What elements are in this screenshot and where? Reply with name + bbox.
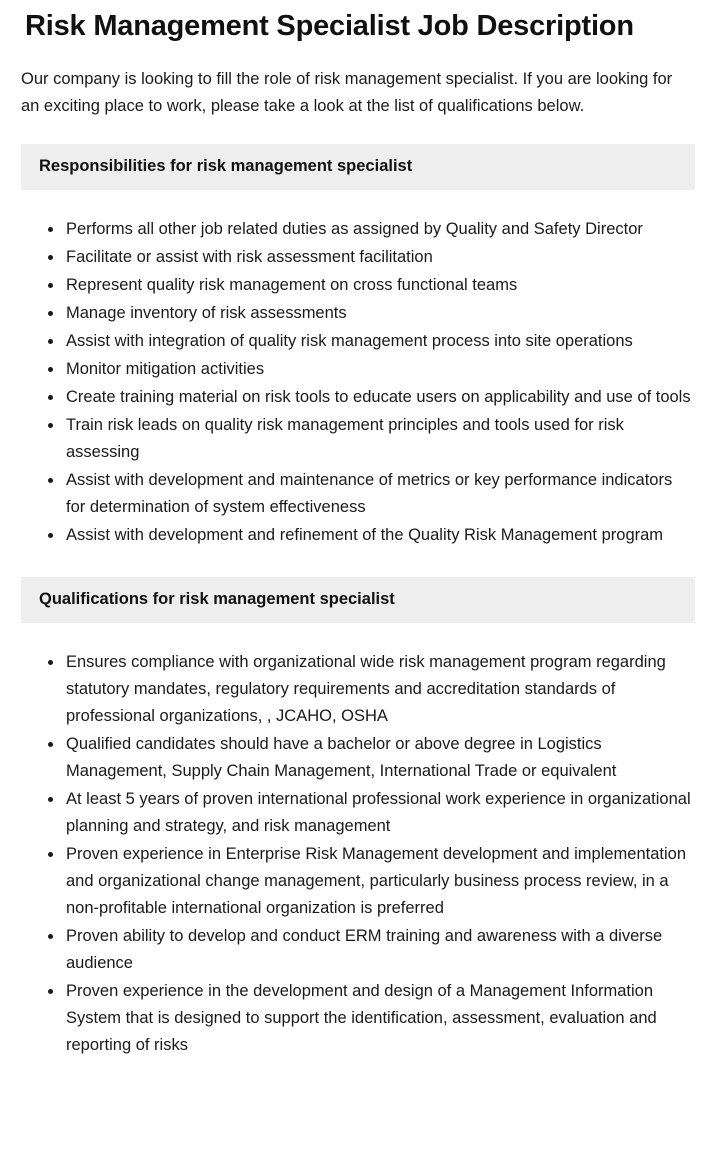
list-item: • Represent quality risk management on cross functional teams	[64, 272, 695, 299]
qualifications-section-heading: Qualifications for risk management specialist	[21, 577, 695, 622]
list-item: • Assist with development and maintenance of metrics or key performance indicators for determination of system effectiveness	[64, 467, 695, 521]
list-item: • Train risk leads on quality risk management principles and tools used for risk assessing	[64, 412, 695, 466]
responsibilities-section-heading: Responsibilities for risk management specialist	[21, 144, 695, 189]
list-item: • Qualified candidates should have a bachelor or above degree in Logistics Management, Supply Chain Management, International Trade or equivalent	[64, 731, 695, 785]
list-item: • Proven experience in the development and design of a Management Information System that is designed to support the identification, assessment, evaluation and reporting of risks	[64, 978, 695, 1059]
responsibilities-list	[21, 216, 695, 550]
list-item: • Assist with development and refinement of the Quality Risk Management program	[64, 522, 695, 549]
list-item: • Proven ability to develop and conduct ERM training and awareness with a diverse audience	[64, 923, 695, 977]
list-item: • Performs all other job related duties as assigned by Quality and Safety Director	[64, 216, 695, 243]
list-item: • Proven experience in Enterprise Risk Management development and implementation and organizational change management, particularly business process review, in a non-profitable international organization is preferred	[64, 841, 695, 922]
qualifications-list	[21, 649, 695, 1060]
page-title: Risk Management Specialist Job Description	[25, 10, 634, 42]
list-item: • Create training material on risk tools to educate users on applicability and use of tools	[64, 384, 695, 411]
list-item: • Assist with integration of quality risk management process into site operations	[64, 328, 695, 355]
list-item: • Manage inventory of risk assessments	[64, 300, 695, 327]
list-item: • Monitor mitigation activities	[64, 356, 695, 383]
list-item: • Facilitate or assist with risk assessment facilitation	[64, 244, 695, 271]
list-item: • Ensures compliance with organizational wide risk management program regarding statutory mandates, regulatory requirements and accreditation standards of professional organizations, , JCAHO, OSHA	[64, 649, 695, 730]
intro-paragraph: Our company is looking to fill the role of risk management specialist. If you are looking for an exciting place to work, please take a look at the list of qualifications below.	[21, 70, 673, 116]
list-item: • At least 5 years of proven international professional work experience in organizational planning and strategy, and risk management	[64, 786, 695, 840]
